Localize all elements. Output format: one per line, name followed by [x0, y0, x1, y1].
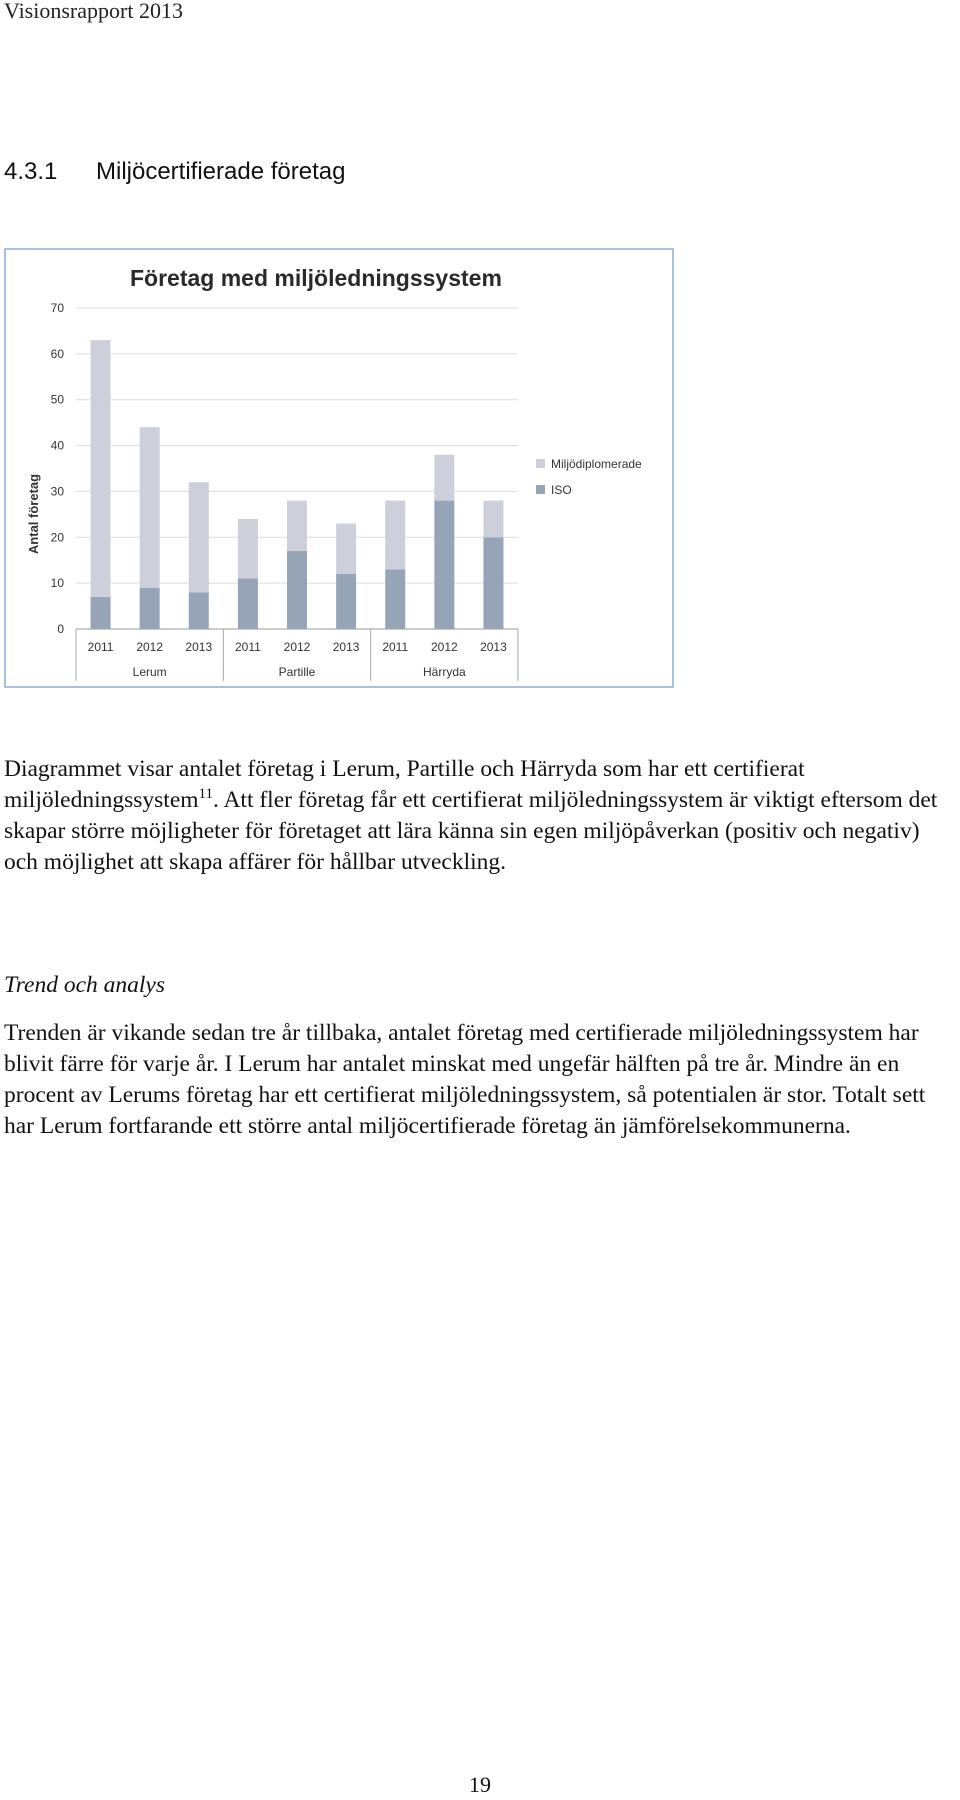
trend-heading: Trend och analys: [4, 972, 166, 998]
y-tick-label: 10: [50, 576, 64, 591]
chart-frame: [4, 248, 674, 688]
y-tick-label: 0: [57, 622, 64, 636]
y-tick-label: 20: [50, 530, 64, 545]
section-title: Miljöcertifierade företag: [96, 158, 346, 185]
footnote-reference: 11: [198, 786, 213, 803]
intro-text: Diagrammet visar antalet företag i Lerum, Partille och Härryda som har ett certifierat miljöledningssystem: [4, 756, 805, 813]
group-label: Partille: [278, 665, 316, 679]
y-axis-label: Antal företag: [26, 473, 41, 555]
bar-iso: [238, 579, 258, 629]
x-tick-label: 2011: [234, 640, 261, 654]
y-tick-label: 50: [50, 392, 64, 407]
bar-iso: [483, 537, 503, 629]
y-axis-ticks: [51, 301, 65, 636]
intro-paragraph: [4, 754, 954, 878]
running-header: Visionsrapport 2013: [4, 0, 183, 23]
bar-miljodiplomerade: [238, 519, 258, 579]
bar-miljodiplomerade: [287, 501, 307, 551]
group-label: Härryda: [422, 665, 466, 679]
x-tick-label: 2012: [136, 640, 164, 654]
bar-iso: [91, 597, 111, 629]
y-tick-label: 70: [50, 301, 64, 315]
bar-iso: [385, 569, 405, 629]
bar-miljodiplomerade: [91, 340, 111, 597]
bar-miljodiplomerade: [336, 524, 356, 574]
x-tick-label: 2013: [332, 640, 360, 654]
section-heading: [4, 158, 345, 186]
x-tick-label: 2013: [480, 640, 507, 654]
x-tick-label: 2011: [87, 640, 114, 654]
chart-bars: [91, 340, 504, 629]
legend-label: Miljödiplomerade: [551, 457, 642, 471]
stacked-bar-chart: [6, 250, 672, 686]
bar-iso: [189, 592, 209, 629]
x-tick-label: 2011: [382, 640, 409, 654]
x-tick-label: 2012: [283, 640, 311, 654]
group-label: Lerum: [132, 665, 167, 679]
bar-iso: [140, 588, 160, 629]
intro-text-continued: . Att fler företag får ett certifierat miljöledningssystem är viktigt eftersom det skapar större möjligheter för företaget att lära känna sin egen miljöpåverkan (positiv och negativ) och möjlighet att skapa affärer för hållbar utveckling.: [4, 787, 938, 875]
chart-legend: [536, 457, 642, 497]
bar-iso: [434, 501, 454, 629]
bar-iso: [287, 551, 307, 629]
bar-miljodiplomerade: [483, 501, 503, 538]
y-tick-label: 30: [50, 484, 64, 499]
bar-miljodiplomerade: [189, 482, 209, 592]
x-tick-label: 2013: [185, 640, 213, 654]
bar-miljodiplomerade: [385, 501, 405, 570]
y-tick-label: 60: [50, 346, 64, 361]
x-axis: [76, 629, 518, 681]
bar-miljodiplomerade: [140, 427, 160, 588]
page-number: 19: [469, 1772, 491, 1797]
y-tick-label: 40: [50, 438, 64, 453]
trend-paragraph: Trenden är vikande sedan tre år tillbaka, antalet företag med certifierade miljöledningssystem har blivit färre för varje år. I Lerum har antalet minskat med ungefär hälften på tre år. Mindre än en procent av Lerums företag har ett certifierat miljöledningssystem, så potentialen är stor. Totalt sett har Lerum fortfarande ett större antal miljöcertifierade företag än jämförelsekommunerna.: [4, 1020, 926, 1139]
chart-title: Företag med miljöledningssystem: [130, 265, 502, 291]
legend-swatch: [536, 459, 545, 468]
bar-miljodiplomerade: [434, 455, 454, 501]
legend-label: ISO: [551, 483, 572, 497]
bar-iso: [336, 574, 356, 629]
legend-swatch: [536, 485, 545, 494]
x-tick-label: 2012: [430, 640, 458, 654]
section-number: 4.3.1: [4, 158, 58, 185]
